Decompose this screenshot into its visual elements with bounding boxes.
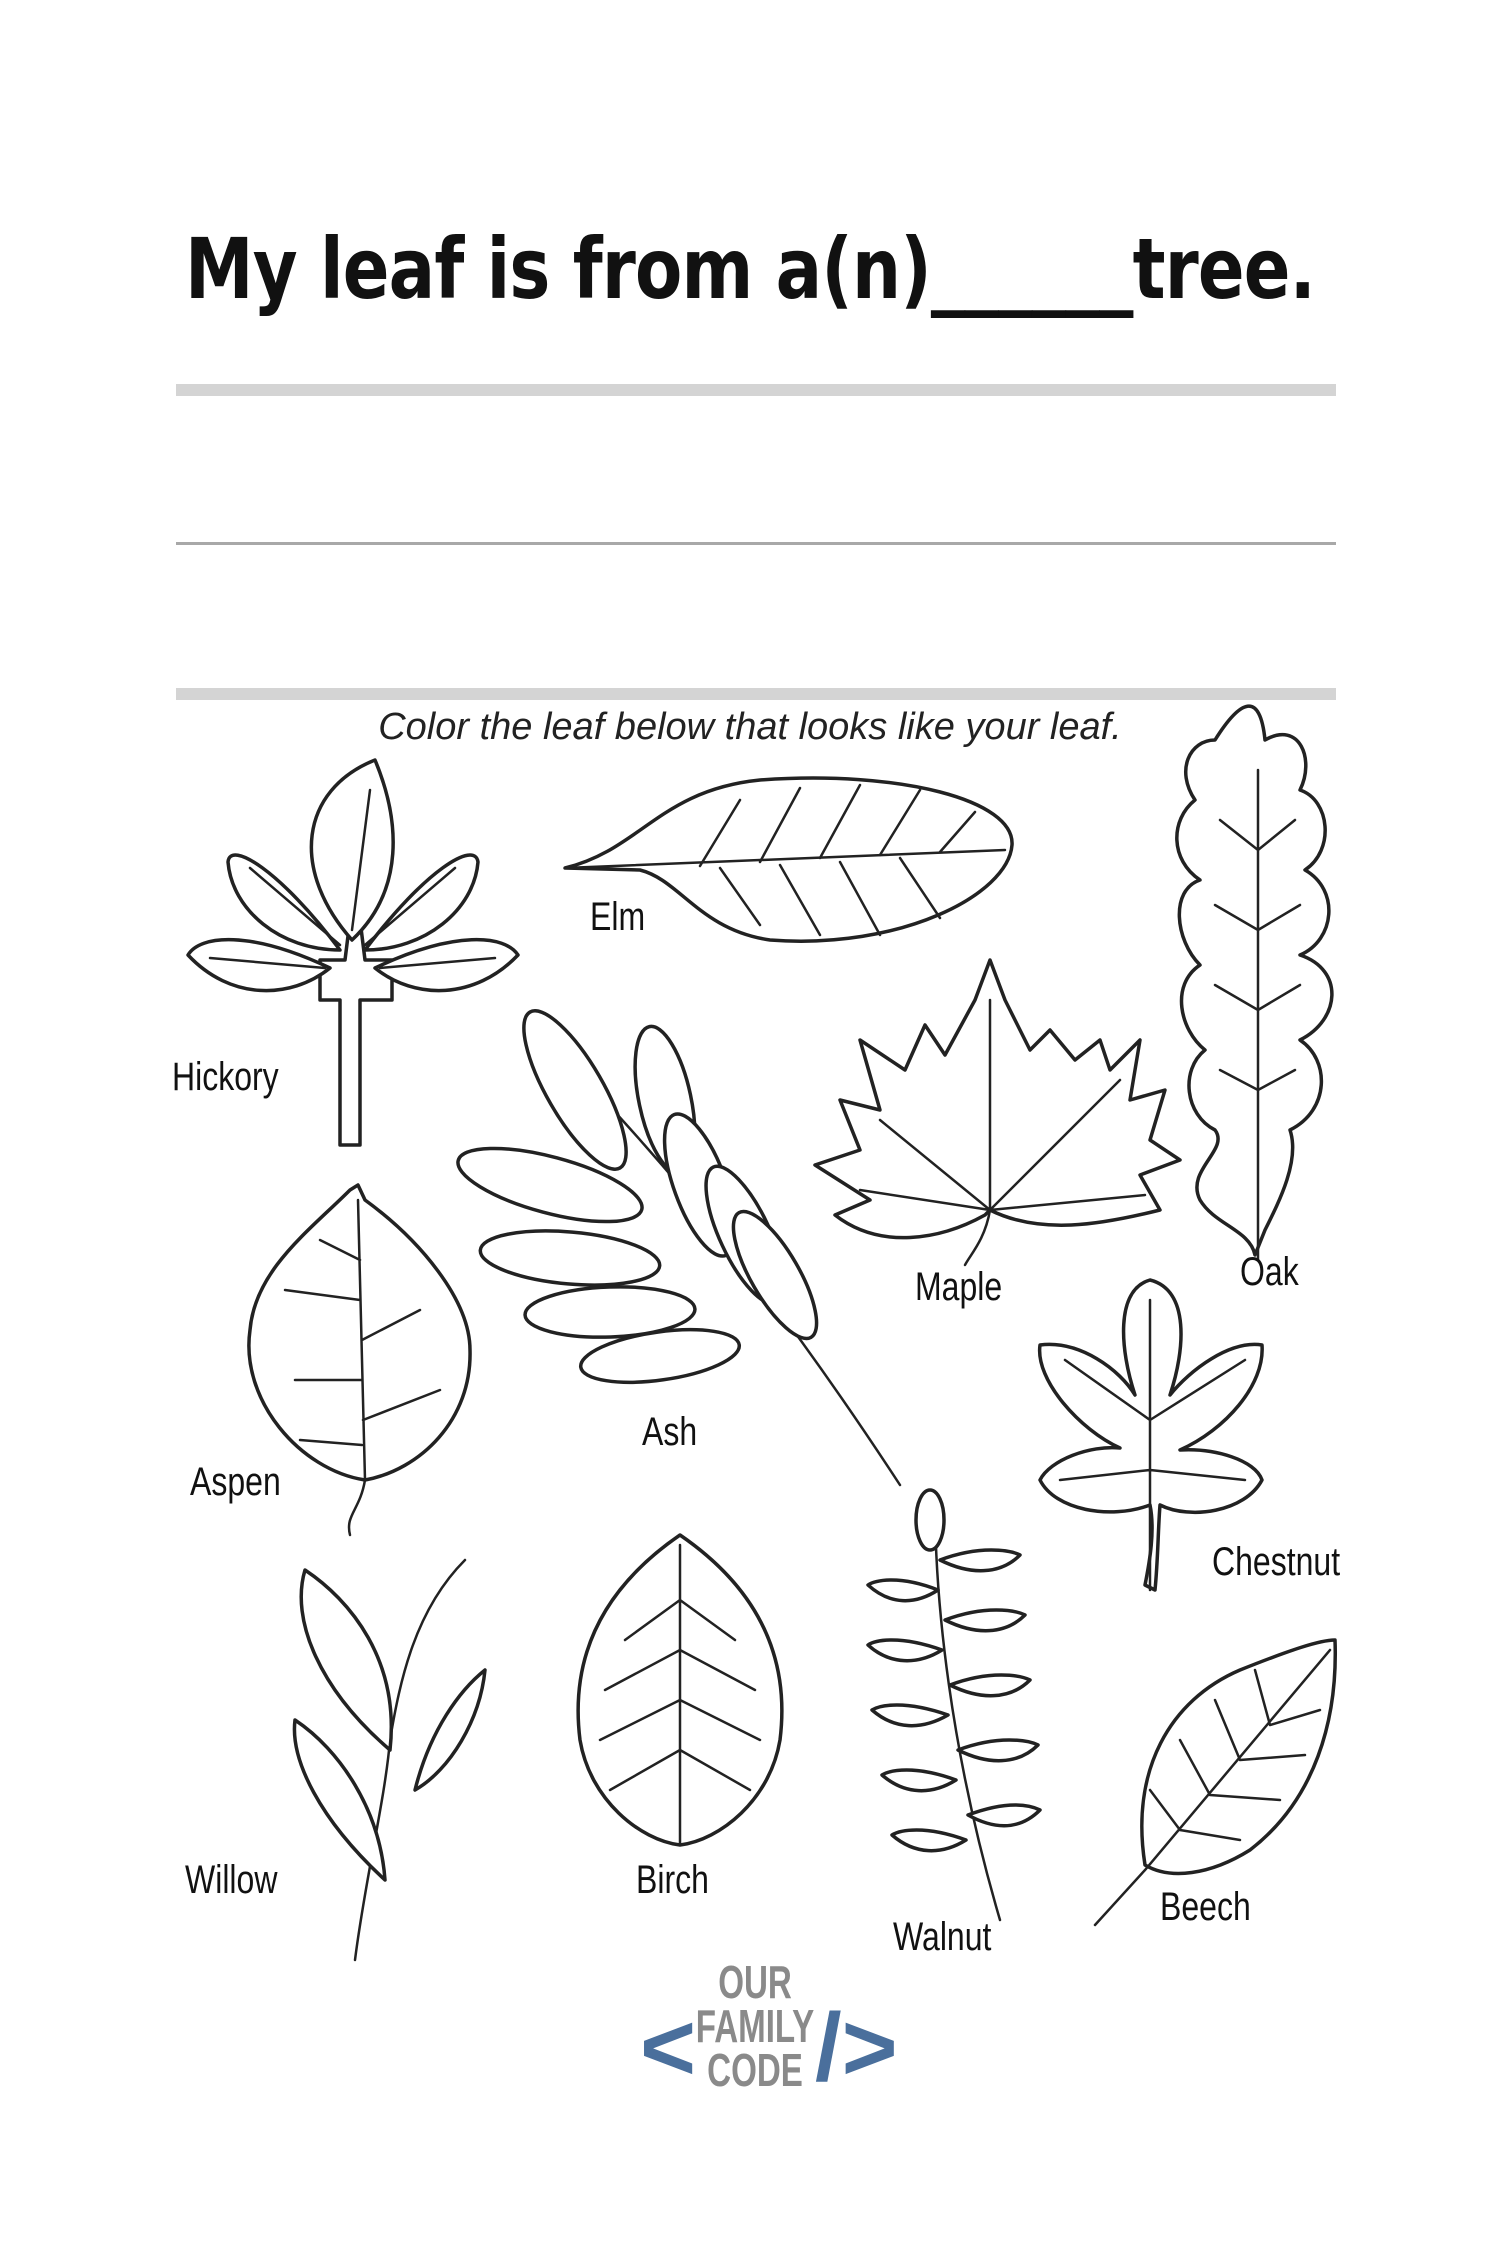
aspen-leaf-icon [249,1185,470,1535]
logo-line-family: FAMILY [695,2000,815,2052]
oak-leaf-icon [1177,706,1332,1260]
label-ash: Ash [642,1410,698,1454]
label-aspen: Aspen [190,1460,281,1504]
label-beech: Beech [1160,1885,1251,1929]
logo-line-code: CODE [707,2044,803,2096]
label-chestnut: Chestnut [1212,1540,1341,1584]
instruction-text: Color the leaf below that looks like your leaf. [378,706,1122,748]
our-family-code-logo [630,1956,898,2120]
logo-left-bracket-icon: < [640,1994,697,2101]
label-maple: Maple [915,1265,1003,1309]
birch-leaf-icon [578,1535,782,1845]
label-willow: Willow [185,1858,278,1902]
label-birch: Birch [636,1858,709,1902]
logo-line-our: OUR [718,1956,792,2008]
label-elm: Elm [590,895,646,939]
label-hickory: Hickory [172,1055,279,1099]
willow-leaf-icon [294,1560,485,1960]
page-title: My leaf is from a(n)______tree. [185,220,1315,318]
label-walnut: Walnut [893,1915,992,1959]
walnut-leaf-icon [868,1490,1040,1920]
label-oak: Oak [1240,1250,1299,1294]
maple-leaf-icon [815,960,1180,1265]
logo-right-bracket-icon: /> [815,1994,898,2101]
beech-leaf-icon [1095,1640,1335,1925]
